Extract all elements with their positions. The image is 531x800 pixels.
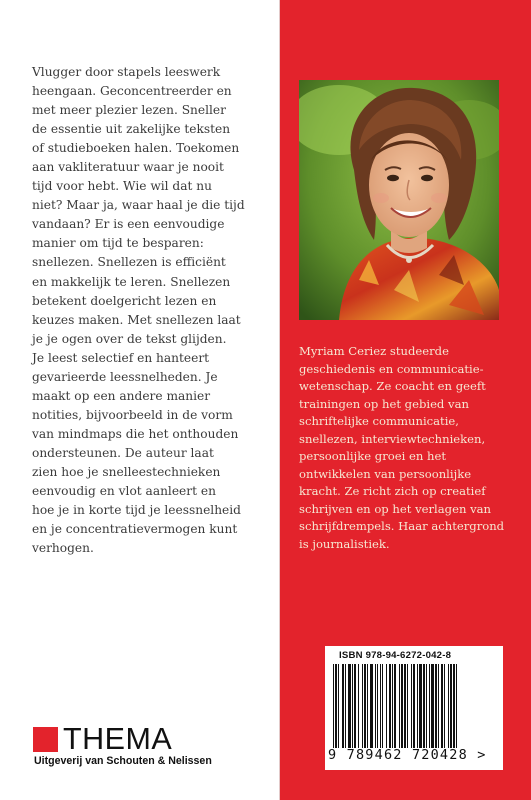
bio-line: is journalistiek.: [299, 536, 390, 551]
bio-line: schrijven en op het verlagen van: [299, 501, 492, 516]
blurb-line: zien hoe je snelleestechnieken: [32, 464, 221, 479]
blurb-line: niet? Maar ja, waar haal je die tijd: [32, 198, 245, 213]
isbn-barcode: [325, 646, 503, 770]
author-portrait: [299, 80, 499, 320]
logo-red-square-icon: [33, 727, 58, 752]
blurb-line: met meer plezier lezen. Sneller: [32, 103, 226, 118]
author-bio: [299, 343, 529, 553]
blurb-line: eenvoudig en vlot aanleert en: [32, 484, 216, 499]
bio-line: persoonlijke groei en het: [299, 449, 446, 463]
blurb-line: heengaan. Geconcentreerder en: [32, 84, 232, 99]
bio-line: Myriam Ceriez studeerde: [299, 344, 449, 358]
blurb-line: Vlugger door stapels leeswerk: [32, 65, 221, 79]
blurb-line: ondersteunen. De auteur laat: [32, 445, 214, 460]
blurb-line: notities, bijvoorbeeld in de vorm: [32, 407, 233, 422]
bio-line: ontwikkelen van persoonlijke: [299, 466, 472, 481]
right-panel: [280, 0, 531, 800]
blurb-line: en je concentratievermogen kunt: [32, 522, 238, 537]
blurb-line: maakt op een andere manier: [32, 388, 211, 403]
blurb-line: betekent doelgericht lezen en: [32, 293, 217, 308]
blurb-line: aan vakliteratuur waar je nooit: [32, 160, 224, 175]
blurb-line: snellezen. Snellezen is efficiënt: [32, 255, 226, 270]
bio-line: kracht. Ze richt zich op creatief: [299, 484, 486, 498]
bio-line: wetenschap. Ze coacht en geeft: [299, 379, 486, 393]
publisher-logo: [33, 724, 233, 772]
bio-line: schrijfdrempels. Haar achtergrond: [299, 519, 505, 533]
blurb-line: of studieboeken halen. Toekomen: [32, 141, 240, 156]
blurb-line: de essentie uit zakelijke teksten: [32, 122, 231, 137]
bio-line: schriftelijke communicatie,: [299, 414, 459, 428]
blurb-line: verhogen.: [32, 541, 94, 556]
blurb-text: [32, 63, 276, 558]
blurb-line: gevarieerde leessnelheden. Je: [32, 369, 218, 384]
blurb-line: Je leest selectief en hanteert: [32, 350, 210, 365]
blurb-line: hoe je in korte tijd je leessnelheid: [32, 503, 241, 518]
publisher-name: Uitgeverij van Schouten & Nelissen: [34, 755, 212, 767]
bio-line: geschiedenis en communicatie-: [299, 361, 484, 376]
blurb-line: je je ogen over de tekst glijden.: [32, 331, 227, 346]
blurb-line: en makkelijk te leren. Snellezen: [32, 274, 231, 289]
logo-wordmark: THEMA: [63, 722, 173, 756]
ean-digits: 9 789462 720428 >: [328, 747, 487, 763]
blurb-line: keuzes maken. Met snellezen laat: [32, 312, 241, 327]
bio-line: trainingen op het gebied van: [299, 396, 469, 411]
blurb-line: van mindmaps die het onthouden: [32, 426, 239, 441]
isbn-label: ISBN 978-94-6272-042-8: [339, 650, 452, 661]
blurb-line: manier om tijd te besparen:: [32, 236, 204, 251]
barcode-icon: [333, 664, 491, 748]
blurb-line: vandaan? Er is een eenvoudige: [32, 217, 225, 232]
blurb-line: tijd voor hebt. Wie wil dat nu: [32, 179, 212, 194]
bio-line: snellezen, interviewtechnieken,: [299, 431, 486, 446]
